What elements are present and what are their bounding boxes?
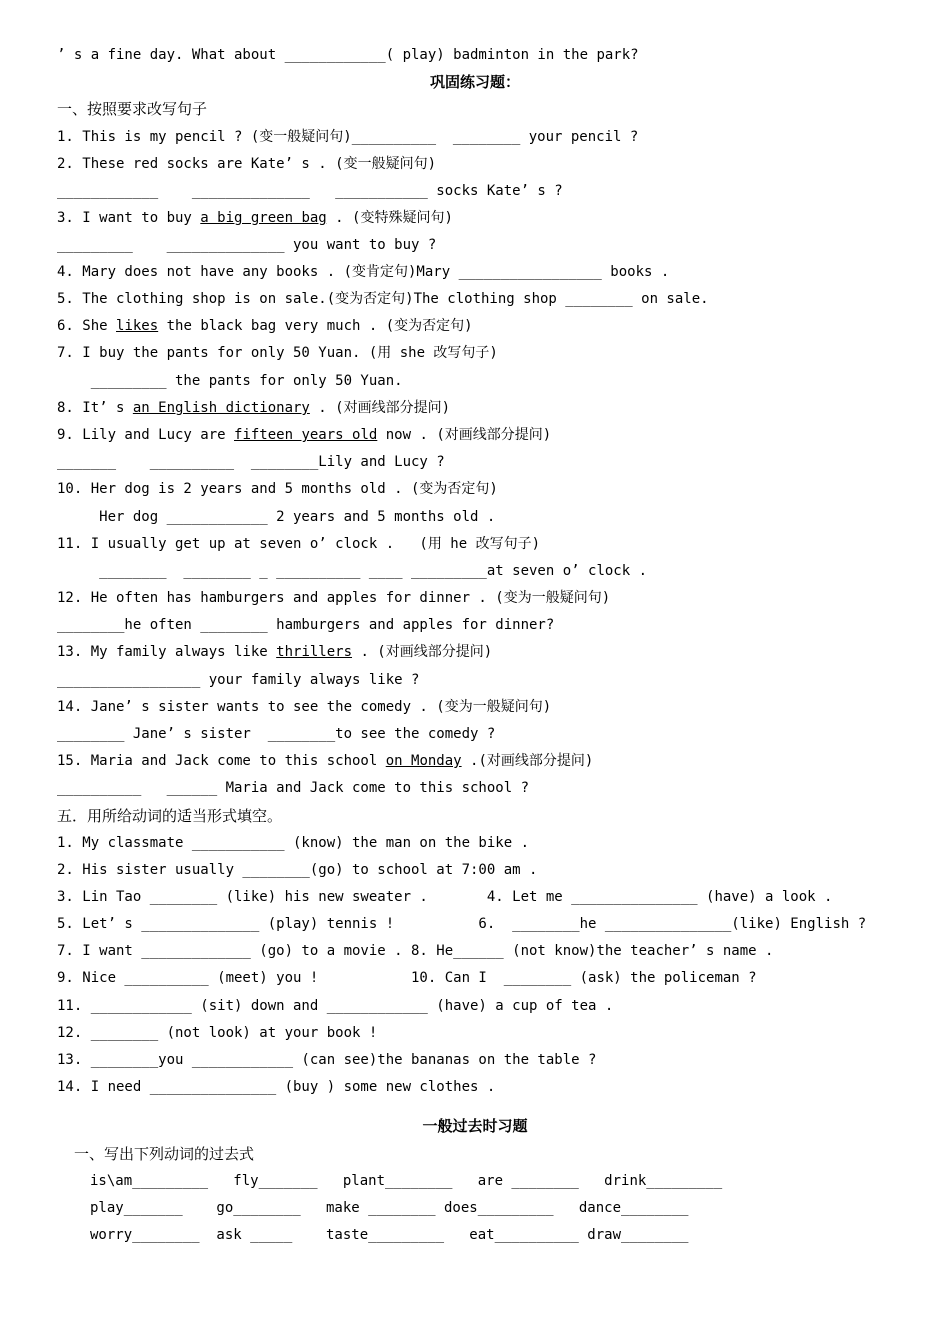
- exercise-line: 13. My family always like thrillers . (对画线部分提问): [57, 644, 493, 660]
- exercise-line: 14. I need _______________ (buy ) some new clothes .: [57, 1079, 496, 1095]
- exercise-line: 3. Lin Tao ________ (like) his new sweater . 4. Let me _______________ (have) a look .: [57, 889, 833, 905]
- worksheet-title: 巩固练习题：: [429, 73, 520, 91]
- section-heading: 一、按照要求改写句子: [57, 100, 208, 118]
- exercise-line: 12. ________ (not look) at your book !: [57, 1025, 378, 1041]
- exercise-line: 5. Let’ s ______________ (play) tennis ! 6. ________he _______________(like) English ?: [57, 916, 867, 932]
- exercise-line: _______ __________ ________Lily and Lucy ?: [57, 454, 445, 470]
- exercise-line: is\am_________ fly_______ plant________ are ________ drink_________: [90, 1173, 723, 1189]
- exercise-line: worry________ ask _____ taste_________ eat__________ draw________: [90, 1227, 689, 1243]
- exercise-line: _________________ your family always like ?: [57, 672, 420, 688]
- exercise-line: ________ ________ _ __________ ____ _________at seven o’ clock .: [57, 563, 648, 579]
- exercise-line: 9. Nice __________ (meet) you ! 10. Can I ________ (ask) the policeman ?: [57, 970, 757, 986]
- exercise-line: 9. Lily and Lucy are fifteen years old now . (对画线部分提问): [57, 427, 552, 443]
- exercise-line: 15. Maria and Jack come to this school on Monday .(对画线部分提问): [57, 753, 594, 769]
- worksheet-title: 一般过去时习题: [422, 1117, 528, 1135]
- exercise-line: 10. Her dog is 2 years and 5 months old . (变为否定句): [57, 481, 498, 497]
- exercise-line: 2. These red socks are Kate’ s . (变一般疑问句): [57, 156, 437, 172]
- exercise-line: 1. My classmate ___________ (know) the man on the bike .: [57, 835, 530, 851]
- exercise-line: 7. I want _____________ (go) to a movie . 8. He______ (not know)the teacher’ s name .: [57, 943, 774, 959]
- exercise-line: 13. ________you ____________ (can see)the bananas on the table ?: [57, 1052, 597, 1068]
- exercise-line: 5. The clothing shop is on sale.(变为否定句)The clothing shop ________ on sale.: [57, 291, 709, 307]
- exercise-line: 3. I want to buy a big green bag . (变特殊疑问句): [57, 210, 453, 226]
- exercise-line: Her dog ____________ 2 years and 5 months old .: [57, 509, 496, 525]
- exercise-line: _________ the pants for only 50 Yuan.: [57, 373, 403, 389]
- exercise-line: ________he often ________ hamburgers and apples for dinner?: [57, 617, 555, 633]
- exercise-line: 11. I usually get up at seven o’ clock . (用 he 改写句子): [57, 536, 541, 552]
- exercise-line: 4. Mary does not have any books . (变肯定句)Mary _________________ books .: [57, 264, 670, 280]
- exercise-line: 1. This is my pencil ? (变一般疑问句)__________ ________ your pencil ?: [57, 129, 639, 145]
- exercise-line: _________ ______________ you want to buy ?: [57, 237, 437, 253]
- exercise-line: 14. Jane’ s sister wants to see the comedy . (变为一般疑问句): [57, 699, 552, 715]
- exercise-line: 2. His sister usually ________(go) to school at 7:00 am .: [57, 862, 538, 878]
- exercise-line: 11. ____________ (sit) down and ____________ (have) a cup of tea .: [57, 998, 614, 1014]
- section-heading: 五．用所给动词的适当形式填空。: [57, 807, 283, 825]
- exercise-line: 7. I buy the pants for only 50 Yuan. (用 she 改写句子): [57, 345, 498, 361]
- exercise-line: ’ s a fine day. What about ____________( play) badminton in the park?: [57, 47, 639, 63]
- section-heading: 一、写出下列动词的过去式: [74, 1145, 255, 1163]
- exercise-line: ____________ ______________ ___________ socks Kate’ s ?: [57, 183, 563, 199]
- exercise-line: 8. It’ s an English dictionary . (对画线部分提问): [57, 400, 451, 416]
- exercise-line: 12. He often has hamburgers and apples for dinner . (变为一般疑问句): [57, 590, 611, 606]
- exercise-line: play_______ go________ make ________ does_________ dance________: [90, 1200, 689, 1216]
- exercise-line: 6. She likes the black bag very much . (变为否定句): [57, 318, 473, 334]
- exercise-line: __________ ______ Maria and Jack come to this school ?: [57, 780, 530, 796]
- exercise-line: ________ Jane’ s sister ________to see the comedy ?: [57, 726, 496, 742]
